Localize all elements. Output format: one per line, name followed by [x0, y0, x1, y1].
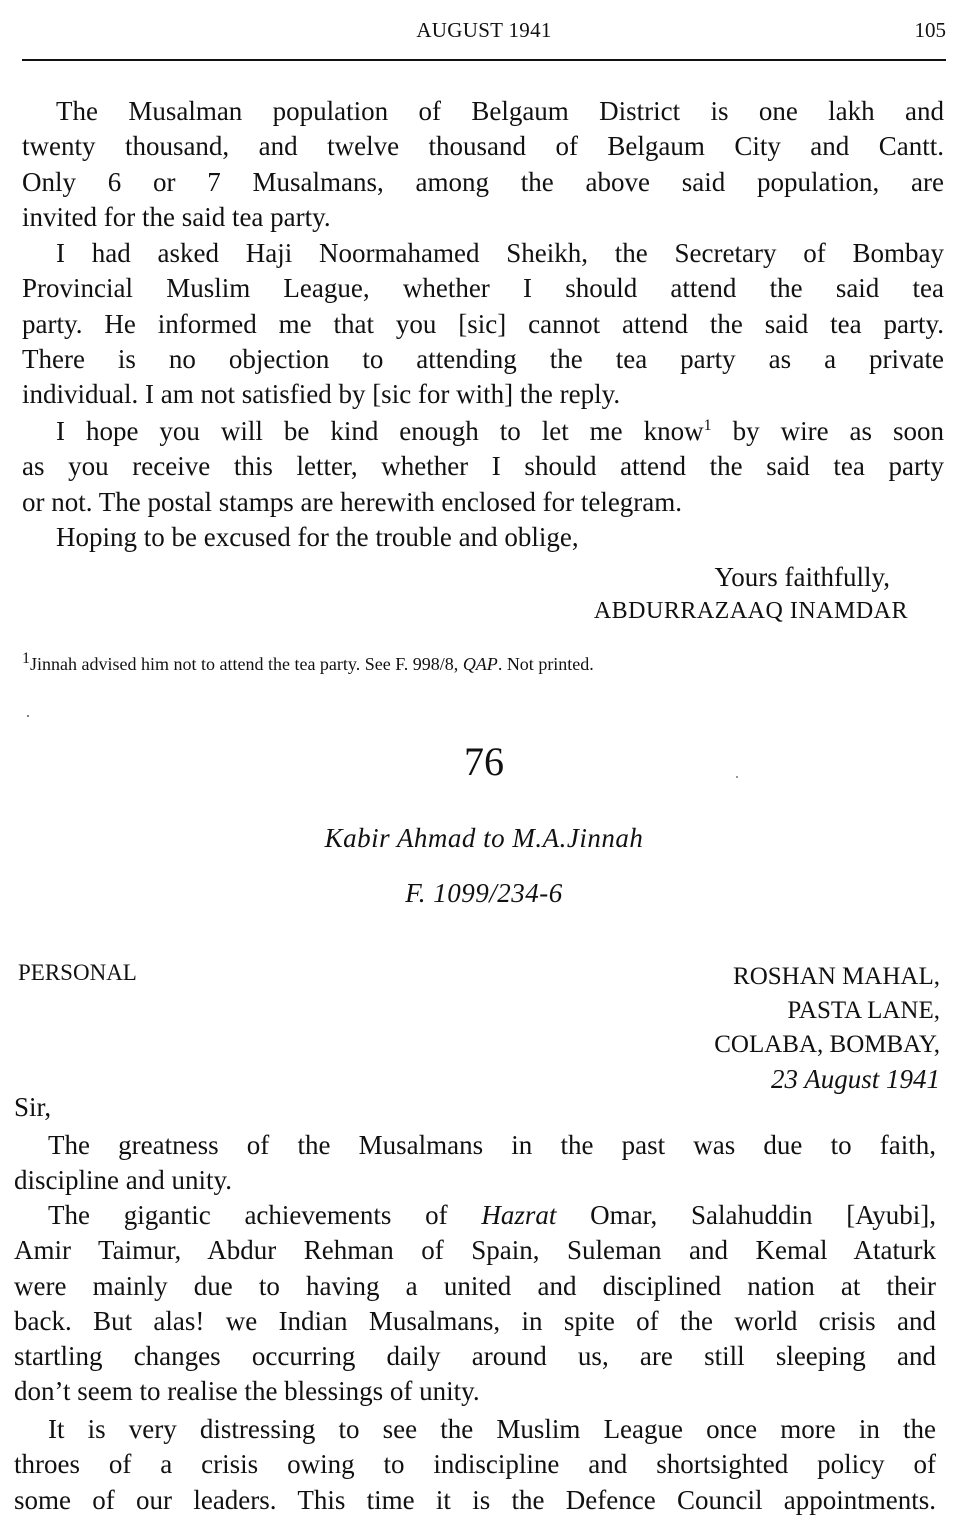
text-line: discipline and unity.	[14, 1165, 232, 1196]
letter76-paragraph-3	[14, 1412, 936, 1518]
letter-date: 23 August 1941	[770, 1064, 940, 1094]
text-line: some of our leaders. This time it is the Defence Council appointments.	[14, 1484, 936, 1515]
file-reference: F. 1099/234-6	[405, 878, 563, 908]
footnote-marker: 1	[703, 417, 712, 434]
text-line: throes of a crisis owing to indiscipline and shortsighted policy of	[14, 1449, 936, 1480]
text-line: Only 6 or 7 Musalmans, among the above said population, are	[22, 166, 944, 197]
text-line: party. He informed me that you [sic] cannot attend the said tea party.	[22, 308, 944, 339]
text-line: don’t seem to realise the blessings of unity.	[14, 1376, 480, 1407]
text-line: The greatness of the Musalmans in the past was due to faith,	[48, 1130, 936, 1160]
text-line: or not. The postal stamps are herewith enclosed for telegram.	[22, 486, 683, 517]
closing: Yours faithfully,	[714, 562, 890, 592]
letter75-paragraph-3	[22, 414, 944, 520]
classification: PERSONAL	[18, 960, 137, 985]
text-line: Hoping to be excused for the trouble and oblige,	[56, 522, 579, 552]
text-line: Provincial Muslim League, whether I should attend the said tea	[22, 273, 944, 304]
salutation: Sir,	[14, 1092, 52, 1122]
text-line: I had asked Haji Noormahamed Sheikh, the Secretary of Bombay	[56, 238, 944, 268]
text-line: twenty thousand, and twelve thousand of Belgaum City and Cantt.	[22, 131, 944, 162]
text-line: I hope you will be kind enough to let me know$^1$ by wire as soon	[56, 416, 944, 446]
running-title: AUGUST 1941	[416, 18, 552, 42]
footnote: $^1$Jinnah advised him not to attend the tea party. See F. 998/8, QAP. Not printed.	[22, 650, 594, 674]
text-line: The Musalman population of Belgaum District is one lakh and	[56, 96, 944, 126]
text-line: It is very distressing to see the Muslim League once more in the	[48, 1414, 936, 1444]
address-line: ROSHAN MAHAL,	[733, 963, 940, 990]
text-line: Amir Taimur, Abdur Rehman of Spain, Suleman and Kemal Ataturk	[14, 1235, 936, 1266]
text-line: back. But alas! we Indian Musalmans, in spite of the world crisis and	[14, 1305, 936, 1336]
address-line: PASTA LANE,	[787, 997, 940, 1024]
document-number: 76	[464, 739, 504, 784]
letter75-paragraph-2	[22, 236, 944, 412]
sender-address	[714, 960, 940, 1096]
letter75-paragraph-1	[22, 94, 944, 235]
footnote-number: 1	[22, 650, 30, 667]
text-line: as you receive this letter, whether I should attend the said tea party	[22, 451, 944, 482]
running-header	[0, 18, 968, 48]
page-number: 105	[914, 18, 946, 42]
signature: ABDURRAZAAQ INAMDAR	[593, 598, 908, 624]
letter75-paragraph-4	[22, 520, 944, 555]
text-line: There is no objection to attending the tea party as a private	[22, 343, 944, 374]
document-heading: Kabir Ahmad to M.A.Jinnah	[324, 823, 644, 853]
text-line: individual. I am not satisfied by [sic for with] the reply.	[22, 379, 621, 410]
print-speck	[27, 715, 29, 717]
text-line: were mainly due to having a united and disciplined nation at their	[14, 1270, 936, 1301]
header-rule	[22, 59, 946, 61]
text-line: startling changes occurring daily around us, are still sleeping and	[14, 1341, 936, 1372]
address-line: COLABA, BOMBAY,	[714, 1031, 940, 1058]
text-line: The gigantic achievements of Hazrat Omar, Salahuddin [Ayubi],	[48, 1200, 936, 1230]
text-line: invited for the said tea party.	[22, 201, 331, 232]
letter76-paragraph-2	[14, 1198, 936, 1410]
letter76-paragraph-1	[14, 1128, 936, 1199]
